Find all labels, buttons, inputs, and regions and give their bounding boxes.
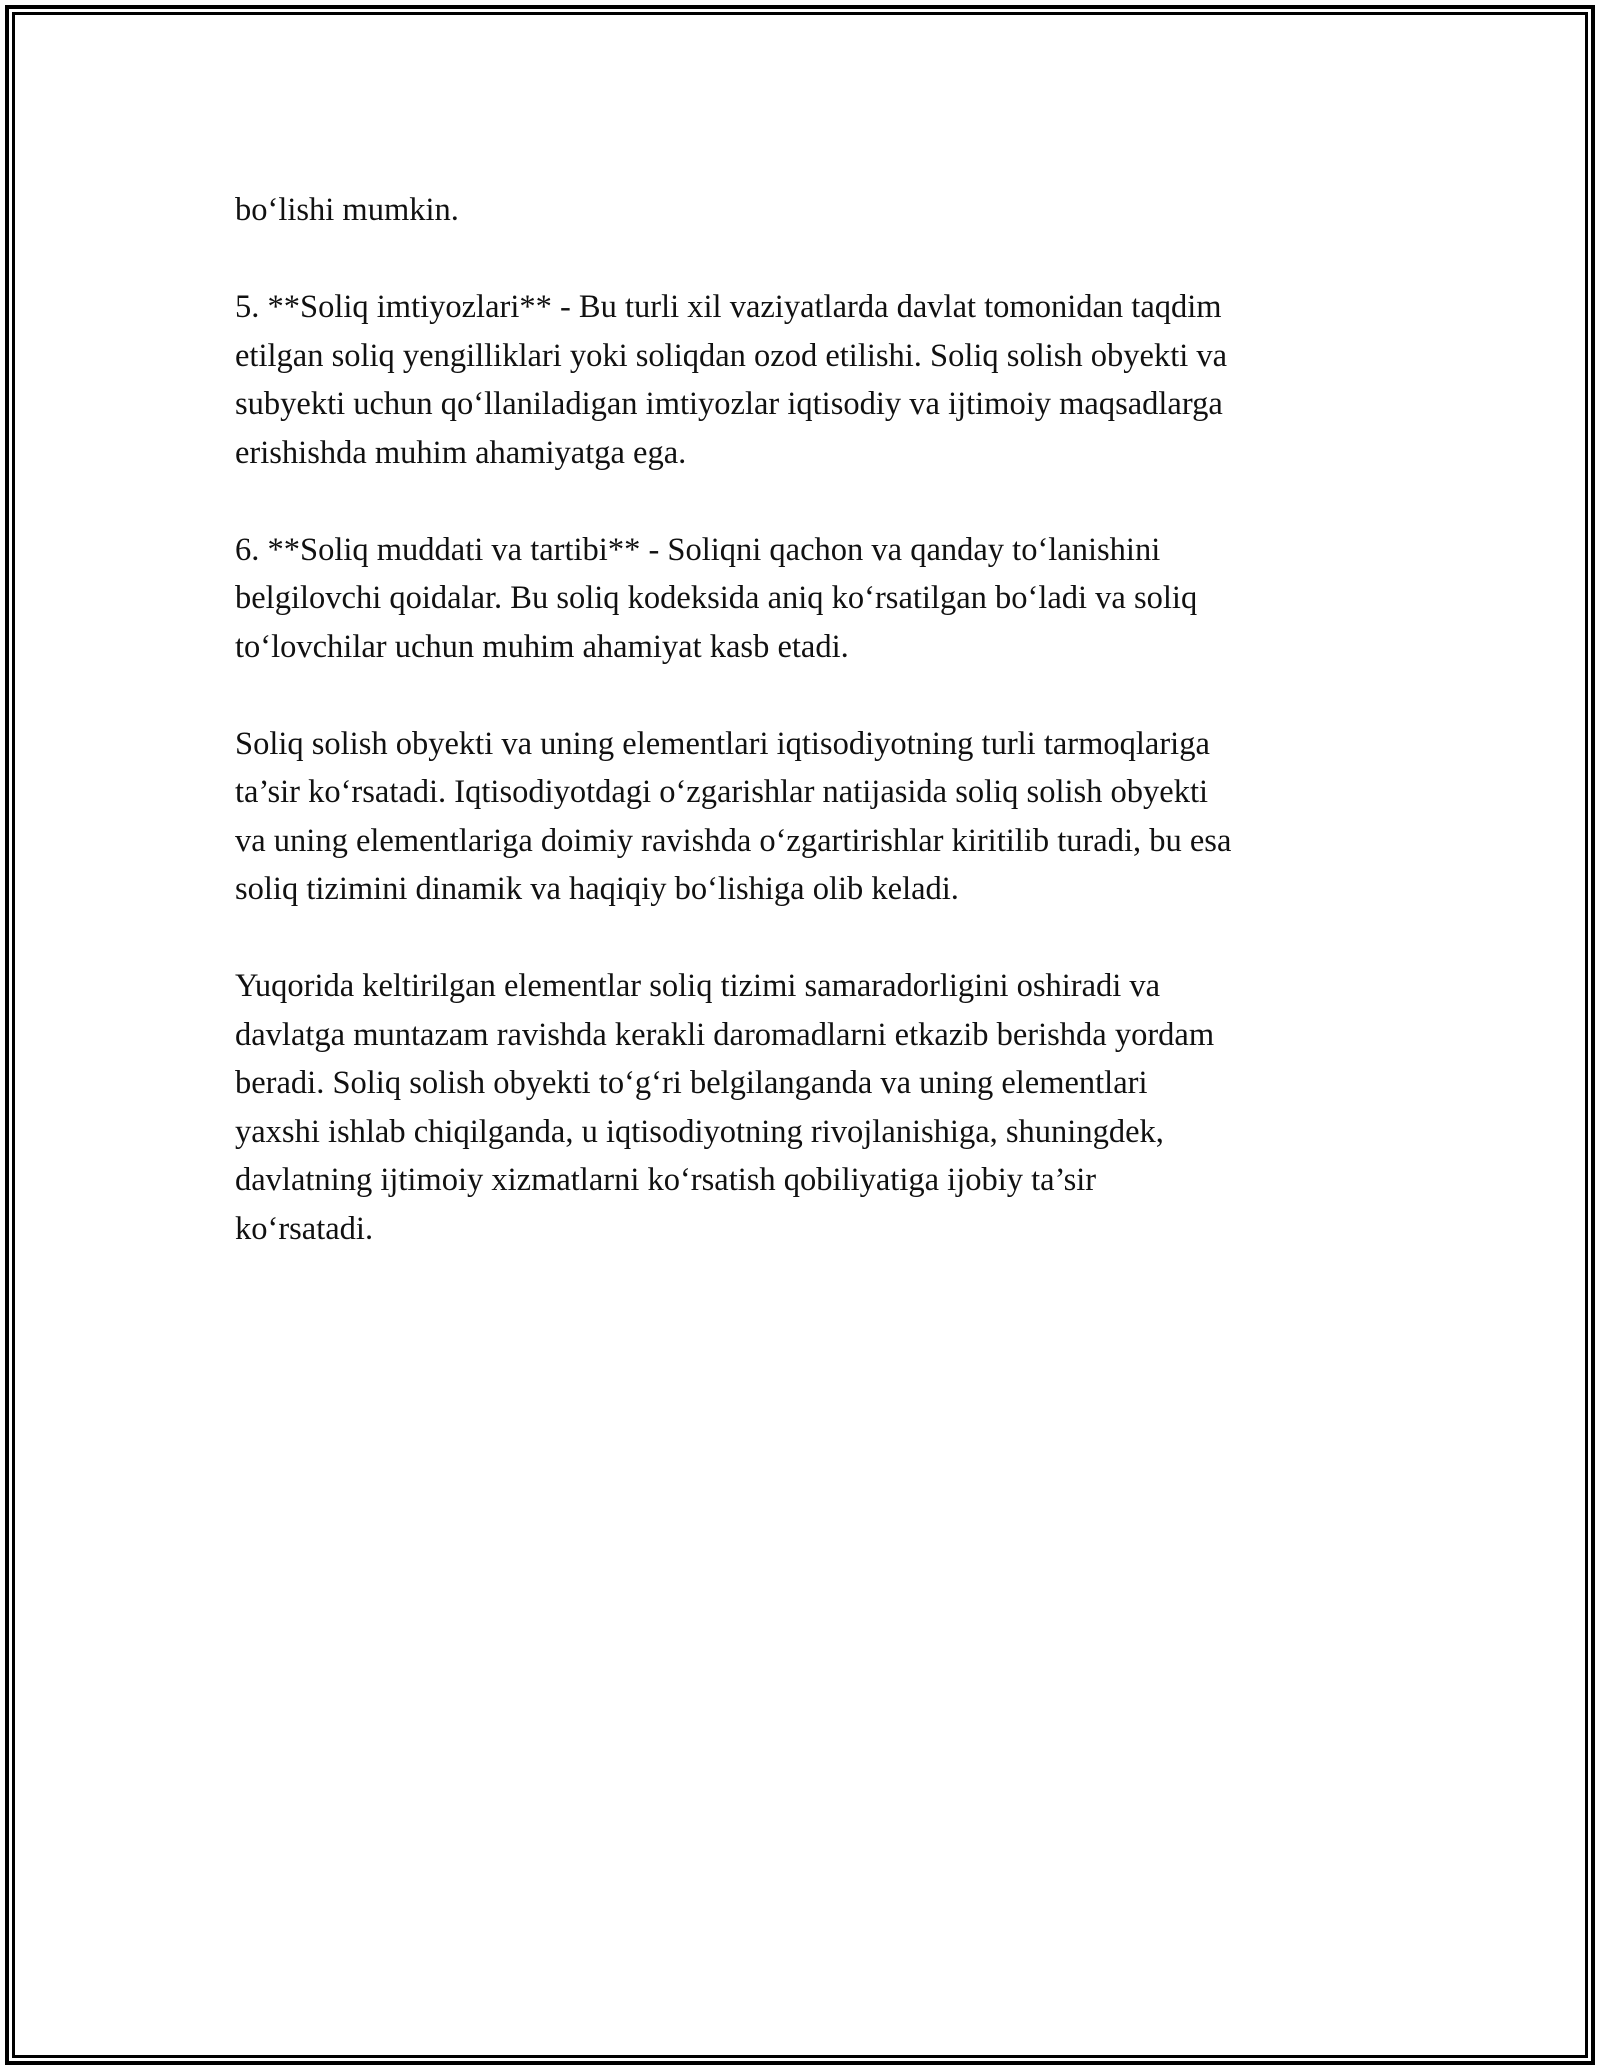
text-line: yaxshi ishlab chiqilganda, u iqtisodiyotning rivojlanishiga, shuningdek,	[235, 1113, 1164, 1150]
paragraph-conclusion	[235, 962, 1385, 1253]
text-line: bo‘lishi mumkin.	[235, 192, 459, 228]
text-line: ko‘rsatadi.	[235, 1210, 374, 1247]
text-line: to‘lovchilar uchun muhim ahamiyat kasb etadi.	[235, 628, 849, 665]
paragraph-tax-term-procedure	[235, 526, 1385, 672]
text-line: subyekti uchun qo‘llaniladigan imtiyozlar iqtisodiy va ijtimoiy maqsadlarga	[235, 386, 1223, 422]
paragraph-tax-exemptions	[235, 283, 1385, 477]
text-line: Soliq solish obyekti va uning elementlari iqtisodiyotning turli tarmoqlariga	[235, 725, 1210, 762]
text-line: soliq tizimini dinamik va haqiqiy bo‘lishiga olib keladi.	[235, 871, 959, 907]
text-line: beradi. Soliq solish obyekti to‘g‘ri belgilanganda va uning elementlari	[235, 1065, 1148, 1101]
document-body	[235, 186, 1385, 1302]
text-line: davlatga muntazam ravishda kerakli daromadlarni etkazib berishda yordam	[235, 1016, 1215, 1053]
paragraph-continuation	[235, 186, 1385, 235]
text-line: Yuqorida keltirilgan elementlar soliq tizimi samaradorligini oshiradi va	[235, 968, 1161, 1004]
text-line: 6. **Soliq muddati va tartibi** - Soliqni qachon va qanday to‘lanishini	[235, 531, 1161, 568]
text-line: va uning elementlariga doimiy ravishda o‘zgartirishlar kiritilib turadi, bu esa	[235, 822, 1232, 859]
paragraph-economic-impact	[235, 720, 1385, 914]
text-line: davlatning ijtimoiy xizmatlarni ko‘rsatish qobiliyatiga ijobiy ta’sir	[235, 1162, 1097, 1198]
text-line: etilgan soliq yengilliklari yoki soliqdan ozod etilishi. Soliq solish obyekti va	[235, 337, 1228, 374]
text-line: ta’sir ko‘rsatadi. Iqtisodiyotdagi o‘zgarishlar natijasida soliq solish obyekti	[235, 774, 1209, 810]
text-line: belgilovchi qoidalar. Bu soliq kodeksida aniq ko‘rsatilgan bo‘ladi va soliq	[235, 580, 1198, 616]
text-line: erishishda muhim ahamiyatga ega.	[235, 434, 687, 471]
text-line: 5. **Soliq imtiyozlari** - Bu turli xil vaziyatlarda davlat tomonidan taqdim	[235, 289, 1222, 325]
